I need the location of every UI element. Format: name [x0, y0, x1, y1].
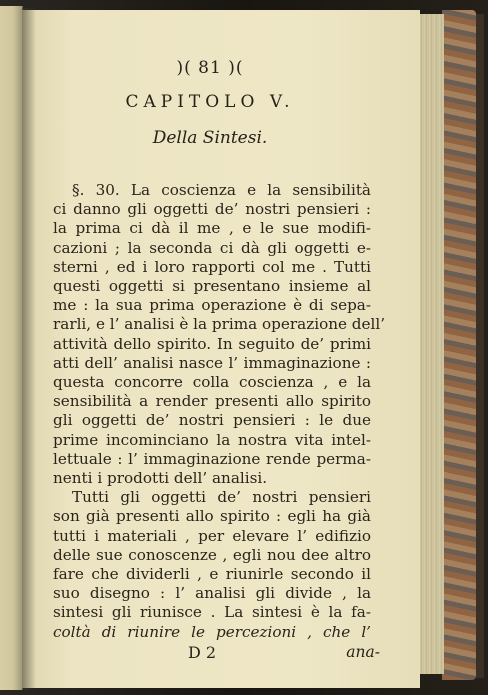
text-line: prime incominciano la nostra vita intel- — [53, 430, 371, 449]
signature-mark: D 2 — [188, 642, 217, 662]
text-line: nenti i prodotti dell’ analisi. — [53, 469, 268, 487]
text-line: §. 30. La coscienza e la sensibilità — [72, 181, 371, 199]
text-line: coltà di riunire le percezioni , che l’ — [53, 622, 371, 641]
text-line: tutti i materiali , per elevare l’ edifizio — [53, 526, 371, 545]
text-line: la prima ci dà il me , e le sue modifi- — [53, 219, 371, 238]
binding-gutter-shadow — [22, 8, 36, 690]
marbled-cover-edge — [442, 10, 476, 680]
text-line: fare che dividerli , e riunirle secondo il — [53, 565, 371, 583]
page-fore-edge — [418, 14, 444, 674]
text-line: son già presenti allo spirito : egli ha già — [53, 507, 371, 526]
text-line: questi oggetti si presentano insieme al — [53, 277, 371, 295]
text-line: gli oggetti de’ nostri pensieri : le due — [53, 411, 371, 430]
facing-page-sliver — [0, 6, 23, 690]
chapter-title: CAPITOLO V. — [125, 92, 295, 112]
catchword: ana- — [346, 642, 380, 661]
text-line: Tutti gli oggetti de’ nostri pensieri — [72, 488, 371, 507]
text-line: me : la sua prima operazione è di sepa- — [53, 296, 371, 315]
text-line: cazioni ; la seconda ci dà gli oggetti e- — [53, 238, 371, 257]
text-line: lettuale : l’ immaginazione rende perma- — [53, 449, 371, 468]
text-line: sintesi gli riunisce . La sintesi è la fa- — [53, 603, 371, 622]
text-line: delle sue conoscenze , egli nou dee altro — [53, 545, 371, 564]
text-line: attività dello spirito. In seguito de’ primi — [53, 334, 371, 353]
section-title: Della Sintesi. — [152, 128, 268, 148]
text-line: sterni , ed i loro rapporti col me . Tutti — [53, 257, 371, 276]
page-number: )( 81 )( — [176, 58, 244, 78]
text-line: rarli, e l’ analisi è la prima operazione dell’ — [53, 315, 386, 334]
text-line: suo disegno : l’ analisi gli divide , la — [53, 584, 371, 603]
text-line: questa concorre colla coscienza , e la — [53, 373, 371, 391]
text-line: ci danno gli oggetti de’ nostri pensieri : — [53, 200, 371, 219]
text-line: sensibilità a render presenti allo spirito — [53, 392, 371, 411]
text-line: atti dell’ analisi nasce l’ immaginazione : — [53, 353, 371, 372]
